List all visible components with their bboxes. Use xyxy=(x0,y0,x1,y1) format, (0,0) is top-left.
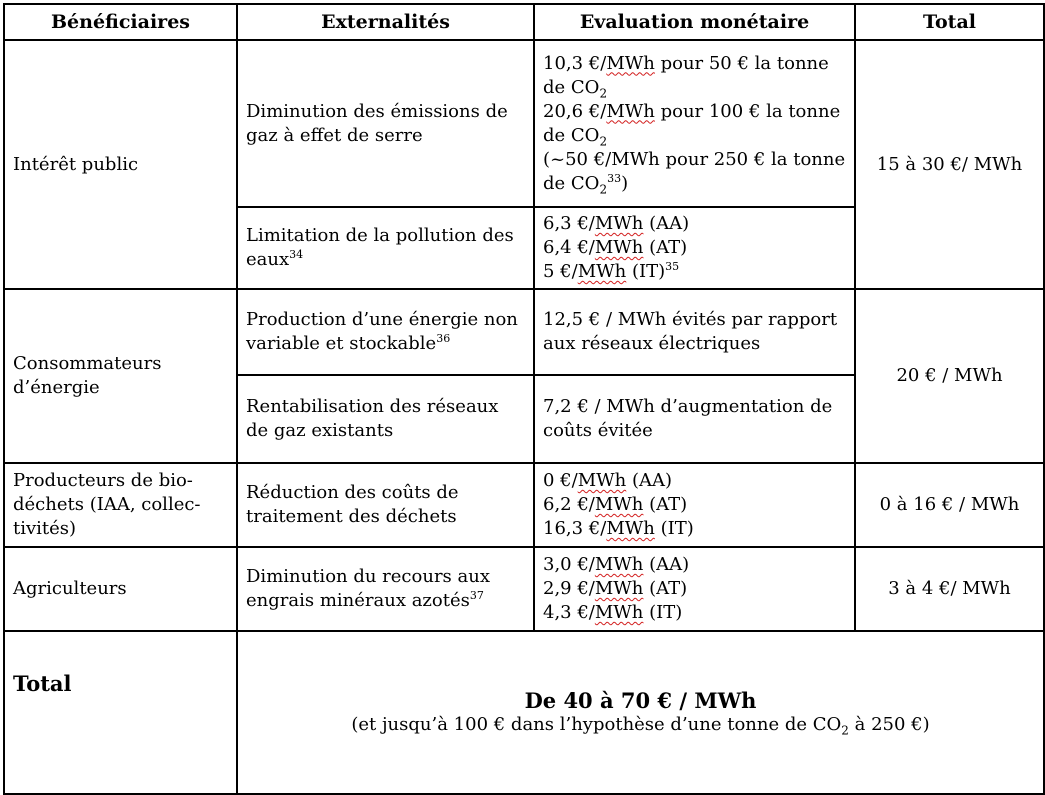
waste-value-aa: 0 €/MWh (AA) xyxy=(543,470,672,491)
evaluation-production: 12,5 € / MWh évités par rapport aux réseaux électriques xyxy=(534,289,855,375)
externality-agri: Diminution du recours aux engrais minéraux azotés$^{37}$ xyxy=(237,547,534,631)
header-total: Total xyxy=(855,4,1044,40)
ghg-value-3: (~50 €/MWh pour 250 € la tonne de $CO_2^{33}$) xyxy=(543,148,846,197)
evaluation-agri xyxy=(534,547,855,631)
beneficiary-waste: Producteurs de bio-déchets (IAA, collec-tivités) xyxy=(4,463,237,547)
externalities-table-wrapper xyxy=(3,3,1045,795)
waste-value-it: 16,3 €/MWh (IT) xyxy=(543,518,694,539)
evaluation-water xyxy=(534,207,855,289)
agri-value-aa: 3,0 €/MWh (AA) xyxy=(543,554,690,575)
water-value-aa: 6,3 €/MWh (AA) xyxy=(543,213,690,234)
agri-value-at: 2,9 €/MWh (AT) xyxy=(543,578,688,599)
externality-production: Production d’une énergie non variable et stockable$^{36}$ xyxy=(237,289,534,375)
footnote-37: 37 xyxy=(469,589,484,602)
grand-total-cell xyxy=(237,631,1044,794)
beneficiary-public: Intérêt public xyxy=(4,40,237,289)
externality-ghg: Diminution des émissions de gaz à effet de serre xyxy=(237,40,534,207)
total-public: 15 à 30 €/ MWh xyxy=(855,40,1044,289)
externality-network: Rentabilisation des réseaux de gaz existants xyxy=(237,375,534,463)
footnote-36: 36 xyxy=(436,332,451,345)
evaluation-network: 7,2 € / MWh d’augmentation de coûts évitée xyxy=(534,375,855,463)
header-externalites: Externalités xyxy=(237,4,534,40)
beneficiary-agri: Agriculteurs xyxy=(4,547,237,631)
header-evaluation: Evaluation monétaire xyxy=(534,4,855,40)
footnote-35: 35 xyxy=(665,260,680,273)
agri-value-it: 4,3 €/MWh (IT) xyxy=(543,602,683,623)
table-row-production xyxy=(4,289,1044,375)
total-energy: 20 € / MWh xyxy=(855,289,1044,463)
evaluation-ghg xyxy=(534,40,855,207)
table-row-waste xyxy=(4,463,1044,547)
grand-total-note: (et jusqu’à 100 € dans l’hypothèse d’une tonne de $CO_2$ à 250 €) xyxy=(351,713,930,738)
ghg-value-1: 10,3 €/MWh pour 50 € la tonne de $CO_2$ xyxy=(543,52,829,101)
footnote-34: 34 xyxy=(289,248,304,261)
water-value-at: 6,4 €/MWh (AT) xyxy=(543,237,688,258)
header-row xyxy=(4,4,1044,40)
waste-value-at: 6,2 €/MWh (AT) xyxy=(543,494,688,515)
total-label: Total xyxy=(4,631,237,794)
total-agri: 3 à 4 €/ MWh xyxy=(855,547,1044,631)
ghg-value-2: 20,6 €/MWh pour 100 € la tonne de $CO_2$ xyxy=(543,100,841,149)
table-row-total xyxy=(4,631,1044,794)
table-row-ghg xyxy=(4,40,1044,207)
externality-waste: Réduction des coûts de traitement des déchets xyxy=(237,463,534,547)
footnote-33: 33 xyxy=(607,171,622,185)
externalities-table xyxy=(3,3,1045,795)
grand-total-value: De 40 à 70 € / MWh xyxy=(524,687,757,713)
beneficiary-energy: Consommateurs d’énergie xyxy=(4,289,237,463)
water-value-it: 5 €/MWh (IT)$^{35}$ xyxy=(543,260,680,282)
externality-water: Limitation de la pollution des eaux$^{34}$ xyxy=(237,207,534,289)
header-beneficiaires: Bénéficiaires xyxy=(4,4,237,40)
evaluation-waste xyxy=(534,463,855,547)
total-waste: 0 à 16 € / MWh xyxy=(855,463,1044,547)
table-row-agri xyxy=(4,547,1044,631)
